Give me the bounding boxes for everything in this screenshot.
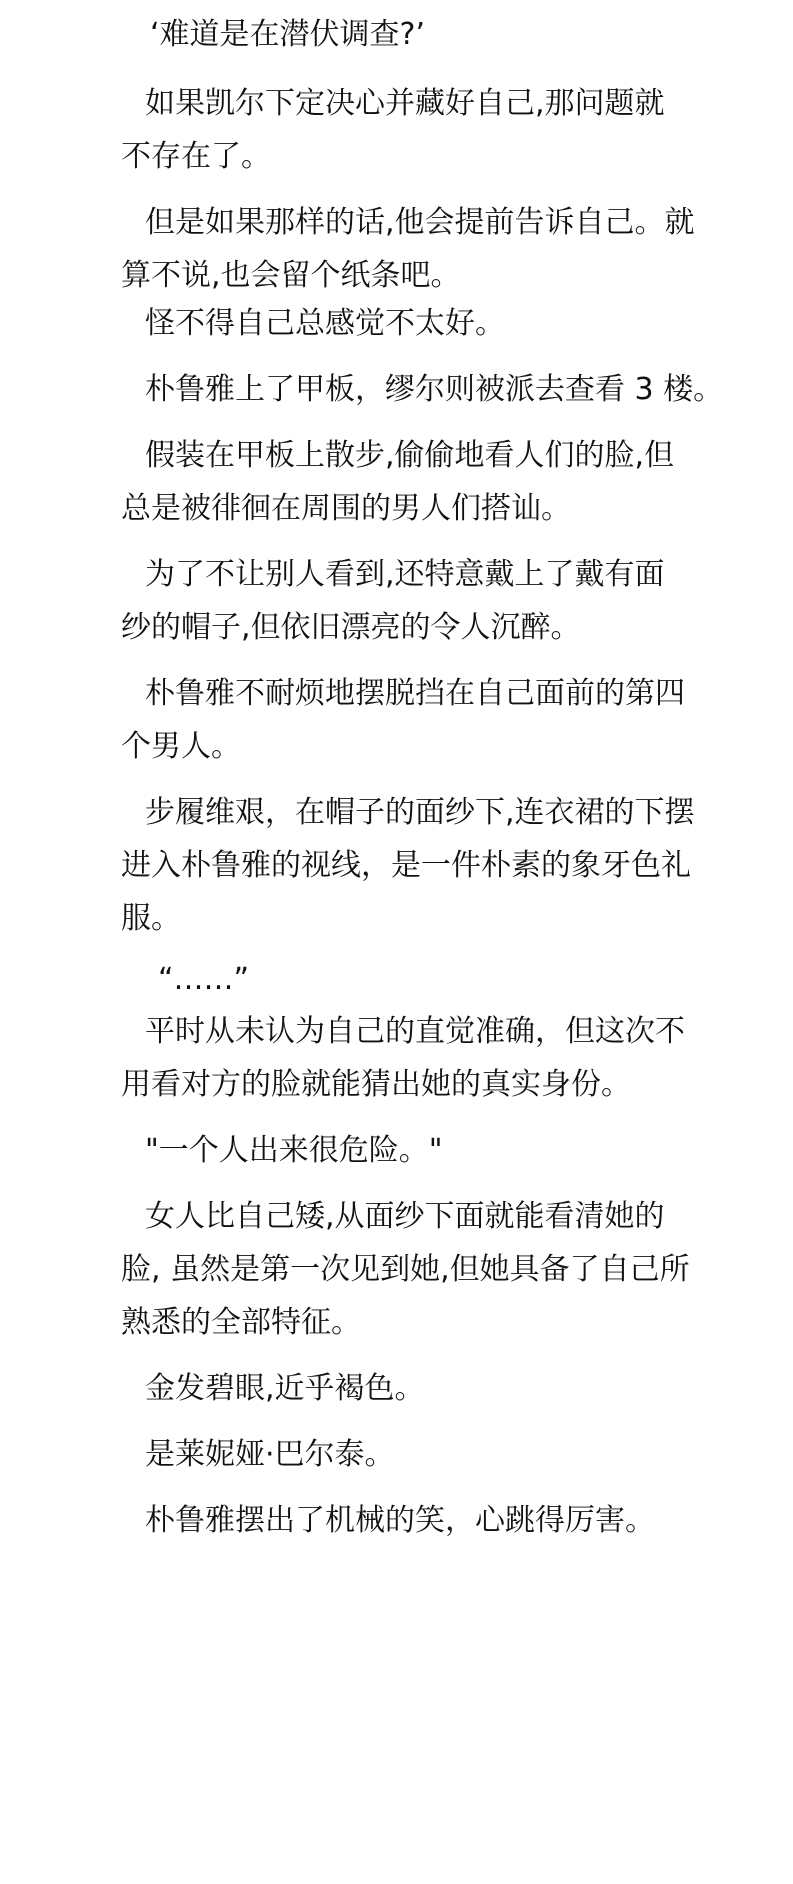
paragraph-15-line-1: 是莱妮娅·巴尔泰。 <box>145 1437 395 1472</box>
paragraph-2-line-1: 如果凯尔下定决心并藏好自己,那问题就 <box>145 86 665 121</box>
paragraph-6-line-1: 假装在甲板上散步,偷偷地看人们的脸,但 <box>145 438 675 473</box>
paragraph-7-line-2: 纱的帽子,但依旧漂亮的令人沉醉。 <box>121 610 581 645</box>
paragraph-11-line-2: 用看对方的脸就能猜出她的真实身份。 <box>121 1067 631 1102</box>
paragraph-5-line-1: 朴鲁雅上了甲板，缪尔则被派去查看 3 楼。 <box>145 372 724 407</box>
paragraph-11-line-1: 平时从未认为自己的直觉准确，但这次不 <box>145 1014 685 1049</box>
paragraph-14-line-1: 金发碧眼,近乎褐色。 <box>145 1371 425 1406</box>
paragraph-8-line-2: 个男人。 <box>121 729 241 764</box>
paragraph-13-line-2: 脸, 虽然是第一次见到她,但她具备了自己所 <box>121 1252 690 1287</box>
paragraph-8-line-1: 朴鲁雅不耐烦地摆脱挡在自己面前的第四 <box>145 676 685 711</box>
paragraph-1-line-1: ‘难道是在潜伏调查?’ <box>150 17 425 52</box>
paragraph-13-line-3: 熟悉的全部特征。 <box>121 1305 361 1340</box>
paragraph-10-line-1: “……” <box>158 962 250 997</box>
paragraph-13-line-1: 女人比自己矮,从面纱下面就能看清她的 <box>145 1199 665 1234</box>
paragraph-7-line-1: 为了不让别人看到,还特意戴上了戴有面 <box>145 557 665 592</box>
paragraph-12-line-1: "一个人出来很危险。" <box>145 1133 443 1168</box>
paragraph-3-line-2: 算不说,也会留个纸条吧。 <box>121 258 461 293</box>
paragraph-9-line-3: 服。 <box>121 901 181 936</box>
paragraph-2-line-2: 不存在了。 <box>121 139 271 174</box>
paragraph-9-line-2: 进入朴鲁雅的视线，是一件朴素的象牙色礼 <box>121 848 691 883</box>
paragraph-6-line-2: 总是被徘徊在周围的男人们搭讪。 <box>121 491 571 526</box>
paragraph-9-line-1: 步履维艰，在帽子的面纱下,连衣裙的下摆 <box>145 795 695 830</box>
paragraph-4-line-1: 怪不得自己总感觉不太好。 <box>145 306 505 341</box>
paragraph-3-line-1: 但是如果那样的话,他会提前告诉自己。就 <box>145 205 695 240</box>
paragraph-16-line-1: 朴鲁雅摆出了机械的笑，心跳得厉害。 <box>145 1503 655 1538</box>
